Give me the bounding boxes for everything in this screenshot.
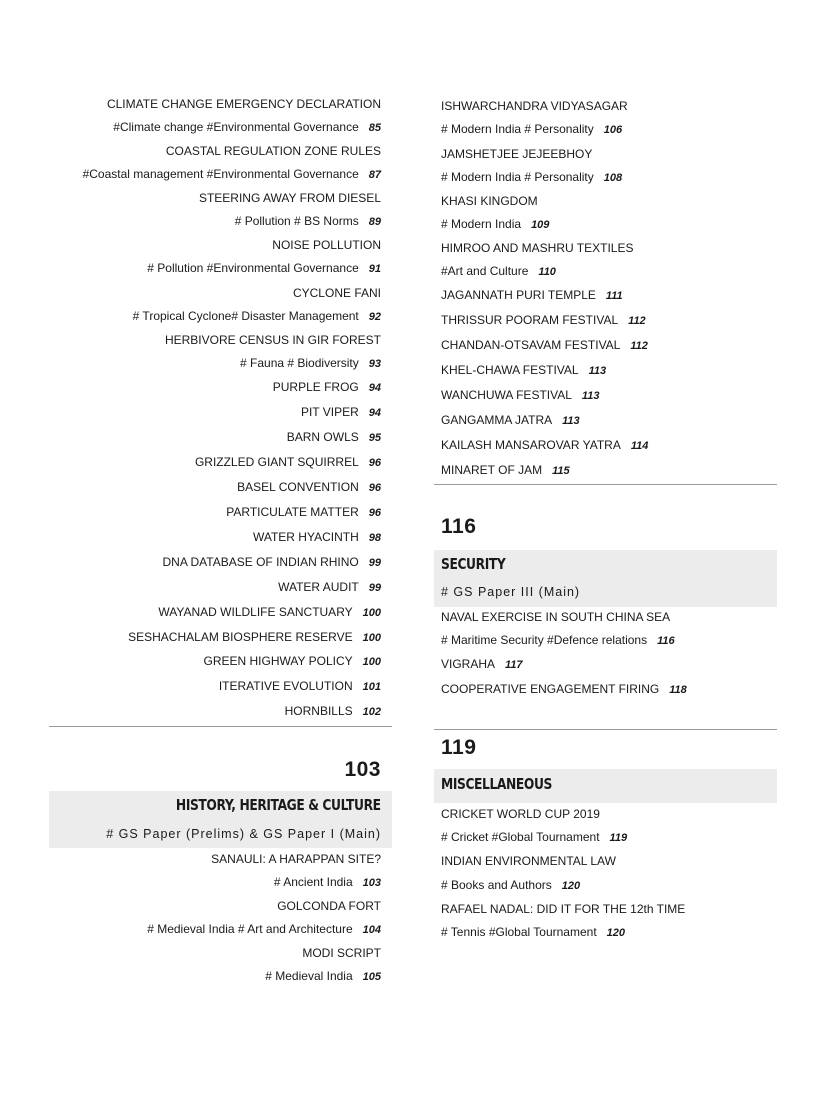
toc-entry-title: # Medieval India # Art and Architecture (147, 922, 353, 936)
toc-page-number: 113 (588, 365, 607, 377)
toc-entry-title: CLIMATE CHANGE EMERGENCY DECLARATION (106, 97, 381, 111)
toc-entry (253, 529, 381, 546)
toc-page-number: 101 (362, 681, 381, 693)
toc-page-number: 110 (538, 266, 556, 278)
toc-entry-title: PARTICULATE MATTER (226, 505, 359, 519)
toc-page-number: 108 (603, 172, 623, 184)
toc-entry (441, 829, 627, 846)
toc-entry (441, 901, 685, 917)
toc-entry-title: #Coastal management #Environmental Governance (82, 167, 359, 181)
toc-page-number: 93 (368, 358, 381, 370)
toc-page-number: 94 (368, 407, 381, 419)
toc-page-number: 117 (505, 659, 523, 671)
toc-entry (274, 874, 381, 891)
toc-page-number: 113 (581, 390, 600, 402)
toc-entry-title: INDIAN ENVIRONMENTAL LAW (441, 854, 616, 868)
toc-entry-title: CYCLONE FANI (292, 286, 381, 300)
toc-entry-title: GOLCONDA FORT (277, 899, 381, 913)
toc-entry-title: HERBIVORE CENSUS IN GIR FOREST (164, 333, 381, 347)
toc-entry (226, 504, 381, 521)
toc-page-number: 102 (362, 706, 381, 718)
misc-title: MISCELLANEOUS (441, 775, 552, 793)
toc-entry-title: WATER HYACINTH (252, 530, 359, 544)
toc-page-number: 120 (561, 880, 581, 892)
toc-entry-title: JAGANNATH PURI TEMPLE (441, 288, 596, 302)
toc-entry-title: PURPLE FROG (272, 380, 359, 394)
toc-entry (441, 312, 646, 329)
toc-entry-title: WAYANAD WILDLIFE SANCTUARY (158, 605, 353, 619)
toc-entry (147, 921, 381, 938)
toc-entry-title: # Maritime Security #Defence relations (441, 633, 648, 647)
toc-entry-title: BARN OWLS (286, 430, 359, 444)
toc-page-number: 116 (657, 635, 675, 647)
misc-header-band (434, 769, 777, 803)
toc-entry-title: THRISSUR POORAM FESTIVAL (441, 313, 619, 327)
toc-entry-title: NAVAL EXERCISE IN SOUTH CHINA SEA (441, 610, 671, 624)
toc-entry-title: KAILASH MANSAROVAR YATRA (441, 438, 621, 452)
toc-entry-title: #Climate change #Environmental Governance (113, 120, 359, 134)
toc-entry (235, 213, 381, 230)
toc-entry-title: BASEL CONVENTION (237, 480, 359, 494)
toc-entry-title: # Tropical Cyclone# Disaster Management (132, 309, 359, 323)
toc-entry-title: KHEL-CHAWA FESTIVAL (441, 363, 579, 377)
toc-entry-title: # Pollution # BS Norms (234, 214, 359, 228)
section-page-number: 103 (344, 758, 381, 781)
toc-entry (441, 437, 648, 454)
toc-entry-title: MODI SCRIPT (302, 946, 381, 960)
toc-entry-title: # Cricket #Global Tournament (441, 830, 600, 844)
toc-entry-title: STEERING AWAY FROM DIESEL (198, 191, 381, 205)
toc-entry (165, 332, 381, 348)
misc-page-number: 119 (441, 736, 477, 759)
toc-entry-title: MINARET OF JAM (441, 463, 543, 477)
section-divider (434, 484, 777, 485)
toc-entry-title: ITERATIVE EVOLUTION (218, 679, 353, 693)
toc-entry-title: KHASI KINGDOM (441, 194, 538, 208)
toc-page-number: 113 (562, 415, 580, 427)
toc-entry-title: CHANDAN-OTSAVAM FESTIVAL (441, 338, 621, 352)
toc-page-number: 96 (368, 482, 381, 494)
toc-entry (441, 287, 623, 304)
toc-entry (441, 263, 556, 280)
toc-page-number: 99 (368, 582, 381, 594)
toc-page-number: 91 (368, 263, 381, 275)
toc-entry (204, 653, 382, 670)
toc-entry-title: HORNBILLS (284, 704, 353, 718)
toc-entry-title: DNA DATABASE OF INDIAN RHINO (162, 555, 359, 569)
toc-entry (441, 193, 538, 209)
toc-page-number: 89 (368, 216, 381, 228)
toc-page-number: 100 (362, 607, 381, 619)
toc-entry-title: CRICKET WORLD CUP 2019 (441, 807, 600, 821)
toc-page-number: 105 (362, 971, 381, 983)
toc-entry-title: # Ancient India (273, 875, 353, 889)
toc-entry (278, 579, 381, 596)
toc-entry (441, 462, 570, 479)
security-title: SECURITY (441, 555, 506, 573)
toc-page-number: 109 (531, 219, 550, 231)
toc-page-number: 96 (368, 457, 381, 469)
section-header-band (49, 791, 392, 848)
toc-page-number: 120 (606, 927, 626, 939)
toc-page-number: 119 (609, 832, 628, 844)
toc-entry (441, 337, 648, 354)
toc-page-number: 106 (603, 124, 623, 136)
toc-entry (293, 285, 381, 301)
toc-entry (237, 479, 381, 496)
toc-page-number: 85 (368, 122, 381, 134)
toc-entry-title: RAFAEL NADAL: DID IT FOR THE 12th TIME (441, 902, 686, 916)
toc-entry (441, 806, 600, 822)
toc-entry-title: # Fauna # Biodiversity (240, 356, 359, 370)
toc-entry (301, 404, 381, 421)
toc-entry (113, 119, 381, 136)
toc-entry (441, 924, 625, 941)
toc-entry (441, 240, 633, 256)
section-divider (434, 729, 777, 730)
toc-entry-title: SANAULI: A HARAPPAN SITE? (211, 852, 381, 866)
toc-page-number: 103 (362, 877, 381, 889)
toc-entry (158, 604, 381, 621)
section-subtitle: # GS Paper (Prelims) & GS Paper I (Main) (106, 827, 381, 841)
toc-entry (83, 166, 381, 183)
toc-entry (441, 656, 523, 673)
toc-entry (441, 98, 628, 114)
toc-page-number: 99 (368, 557, 381, 569)
toc-entry-title: GREEN HIGHWAY POLICY (203, 654, 353, 668)
toc-entry (128, 629, 381, 646)
toc-entry (302, 945, 381, 961)
toc-entry (441, 609, 670, 625)
toc-entry (441, 877, 580, 894)
toc-entry (441, 387, 599, 404)
toc-page-number: 98 (368, 532, 381, 544)
toc-page-number: 115 (552, 465, 570, 477)
toc-entry (195, 454, 381, 471)
toc-page-number: 112 (628, 315, 646, 327)
security-header-band (434, 550, 777, 607)
toc-entry (441, 412, 580, 429)
toc-entry (285, 703, 381, 720)
toc-entry-title: JAMSHETJEE JEJEEBHOY (441, 147, 593, 161)
section-divider (49, 726, 392, 727)
toc-entry (133, 308, 381, 325)
toc-entry (265, 968, 381, 985)
toc-entry (107, 96, 381, 112)
toc-page-number: 92 (368, 311, 381, 323)
toc-entry-title: # Books and Authors (441, 878, 552, 892)
toc-entry (441, 146, 592, 162)
toc-entry (199, 190, 381, 206)
toc-entry (441, 853, 616, 869)
toc-entry (166, 143, 381, 159)
toc-entry-title: # Medieval India (265, 969, 353, 983)
toc-entry (163, 554, 382, 571)
toc-entry (240, 355, 381, 372)
toc-entry-title: # Modern India # Personality (441, 122, 594, 136)
toc-entry-title: NOISE POLLUTION (272, 238, 381, 252)
toc-page-number: 111 (605, 290, 623, 302)
toc-entry-title: GRIZZLED GIANT SQUIRREL (194, 455, 359, 469)
section-title: HISTORY, HERITAGE & CULTURE (176, 796, 381, 814)
toc-entry (219, 678, 381, 695)
toc-entry (277, 898, 381, 914)
toc-entry-title: GANGAMMA JATRA (441, 413, 553, 427)
toc-entry (441, 681, 687, 698)
toc-entry-title: COOPERATIVE ENGAGEMENT FIRING (441, 682, 660, 696)
toc-entry-title: VIGRAHA (441, 657, 496, 671)
toc-entry-title: # Tennis #Global Tournament (441, 925, 597, 939)
toc-page-number: 112 (630, 340, 648, 352)
toc-entry (287, 429, 381, 446)
toc-page-number: 100 (362, 656, 381, 668)
toc-entry (147, 260, 381, 277)
toc-page-number: 87 (368, 169, 381, 181)
toc-entry (273, 379, 381, 396)
toc-entry-title: # Modern India (441, 217, 522, 231)
toc-entry (441, 362, 606, 379)
toc-entry (441, 632, 675, 649)
toc-entry (272, 237, 381, 253)
toc-entry-title: HIMROO AND MASHRU TEXTILES (441, 241, 634, 255)
toc-page-number: 100 (362, 632, 381, 644)
toc-entry-title: # Modern India # Personality (441, 170, 594, 184)
toc-page-number: 94 (368, 382, 381, 394)
toc-entry (211, 851, 381, 867)
toc-entry (441, 216, 549, 233)
toc-page-number: 96 (368, 507, 381, 519)
toc-entry (441, 169, 622, 186)
toc-page-number: 104 (362, 924, 381, 936)
toc-entry-title: #Art and Culture (441, 264, 529, 278)
toc-page-number: 95 (368, 432, 381, 444)
toc-entry-title: # Pollution #Environmental Governance (147, 261, 359, 275)
toc-entry-title: WATER AUDIT (278, 580, 359, 594)
toc-entry-title: ISHWARCHANDRA VIDYASAGAR (441, 99, 628, 113)
toc-entry (441, 121, 622, 138)
toc-entry-title: PIT VIPER (300, 405, 359, 419)
toc-entry-title: WANCHUWA FESTIVAL (441, 388, 572, 402)
toc-entry-title: SESHACHALAM BIOSPHERE RESERVE (128, 630, 353, 644)
toc-page-number: 114 (630, 440, 649, 452)
toc-page-number: 118 (669, 684, 687, 696)
security-page-number: 116 (441, 515, 477, 538)
security-subtitle: # GS Paper III (Main) (441, 585, 581, 599)
toc-entry-title: COASTAL REGULATION ZONE RULES (165, 144, 381, 158)
